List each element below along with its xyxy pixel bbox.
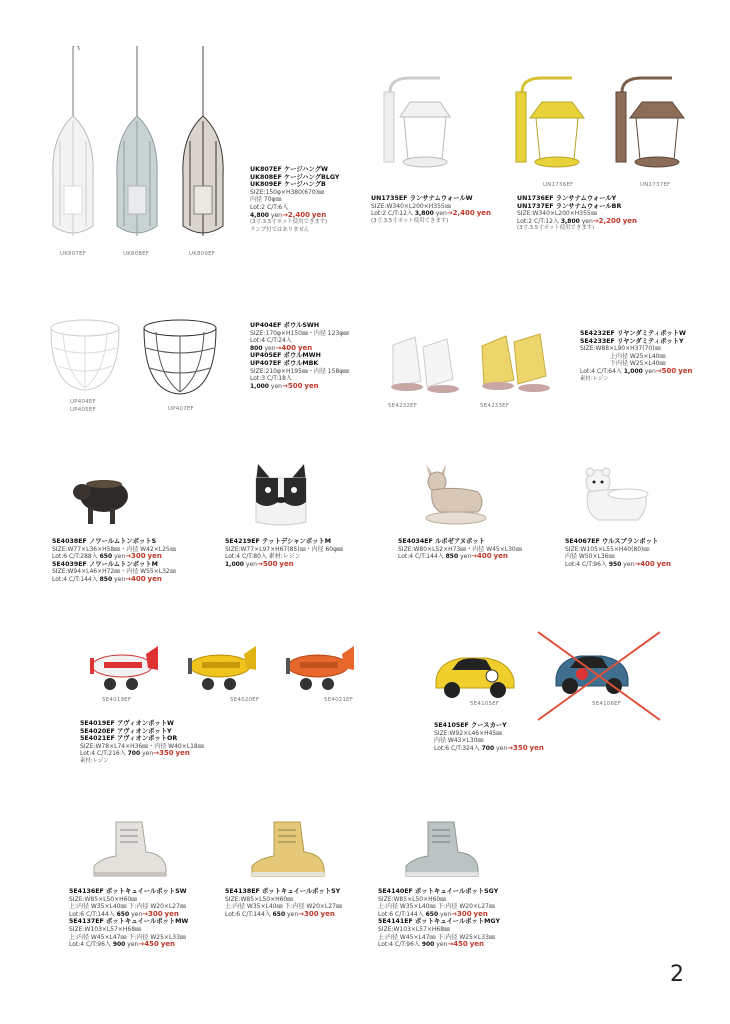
- product-size: SIZE:W77×L97×H67(85)㎜・内径 60φ㎜: [225, 545, 344, 553]
- product-name: UP407EF ボウルMBK: [250, 359, 319, 367]
- cage-info: [250, 166, 339, 234]
- product-name: 5E4219EF テットデシャンポットM: [225, 538, 331, 545]
- product-size: SIZE:W78×L74×H36㎜・内径 W40×L18㎜: [80, 742, 204, 750]
- shoe-sy-info: [225, 888, 342, 918]
- lantern-white-image: [380, 72, 465, 172]
- lantern-yellow-image: [512, 72, 597, 172]
- product-name: 5E4039EF ノワールムトンポットM: [52, 560, 158, 568]
- code-5e4021: 5E4021EF: [324, 697, 354, 703]
- product-size: SIZE:W77×L36×H58㎜・内径 W42×L25㎜: [52, 545, 176, 553]
- product-inner: 内径 70φ㎜: [250, 196, 282, 204]
- bowl-white-image: [48, 318, 123, 393]
- product-name: 5E4137EF ポットキュイールポットMW: [69, 918, 189, 926]
- product-name: UP404EF ボウルSWH: [250, 322, 320, 329]
- code-5e4019: 5E4019EF: [102, 697, 132, 703]
- deer-pot-image: [418, 460, 488, 526]
- product-name: 5E4233EF リヤンダミティポットY: [580, 337, 684, 345]
- product-size: SIZE:W88×L90×H37(70)㎜: [580, 345, 661, 353]
- product-note: (3寸.3.5寸ポット使用できます): [371, 217, 449, 224]
- product-lot: Lot:4 C/T:24入: [250, 337, 292, 345]
- dog-info: [225, 538, 343, 568]
- code-up407: UP407EF: [168, 406, 194, 412]
- code-5e4020: 5E4020EF: [230, 697, 260, 703]
- product-price: Lot:6 C/T:144入 650 yen→300 yen: [225, 909, 335, 918]
- product-inner: 内径 W43×L30㎜: [434, 737, 484, 745]
- product-inner: 上:内径 W45×L47㎜ 下:内径 W25×L33㎜: [69, 933, 186, 941]
- product-size: SIZE:W85×L50×H60㎜: [378, 895, 447, 903]
- product-material: 素材:レジン: [80, 757, 109, 764]
- code-5e4233: 5E4233EF: [480, 403, 510, 409]
- product-price: Lot:2 C/T:12入 3,800 yen→2,200 yen: [517, 216, 638, 225]
- product-price: Lot:6 C/T:324入 700 yen→350 yen: [434, 743, 544, 752]
- product-inner: 内径 W50×L36㎜: [565, 553, 615, 561]
- shoe-gray-image: [400, 818, 480, 880]
- product-size: SIZE:W103×L57×H68㎜: [378, 925, 451, 933]
- product-name: 5E4021EF アヴィオンポットOR: [80, 735, 178, 743]
- product-name: 5E4034EF ルポゼアヌポット: [398, 538, 485, 545]
- shoe-sw-info: [69, 888, 188, 949]
- code-5e4105: 5E4105EF: [470, 701, 500, 707]
- bear-info: [565, 538, 671, 568]
- lantern-y-info: [517, 195, 637, 233]
- product-price: Lot:4 C/T:96入 900 yen→450 yen: [69, 940, 176, 949]
- product-name: 5E4020EF アヴィオンポットY: [80, 727, 172, 735]
- product-name: 5E4140EF ポットキュイールポットSGY: [378, 888, 499, 895]
- product-name: 5E4138EF ポットキュイールポットSY: [225, 888, 341, 895]
- product-size: SIZE:W103×L57×H68㎜: [69, 925, 142, 933]
- product-inner: 上:内径 W35×L40㎜ 下:内径 W20×L27㎜: [225, 903, 342, 911]
- product-name: UN1736EF ランサナムウォールY: [517, 195, 617, 202]
- shoe-sgy-info: [378, 888, 500, 949]
- product-price: Lot:4 C/T:96入 950 yen→400 yen: [565, 559, 672, 568]
- product-price: 4,800 yen→2,400 yen: [250, 210, 327, 219]
- product-name: UK808EF ケージハングBLGY: [250, 173, 340, 181]
- discontinued-cross-mark: [536, 630, 662, 722]
- product-size: SIZE:W85×L50×H60㎜: [69, 895, 138, 903]
- product-price: Lot:4 C/T:64入 1,000 yen→500 yen: [580, 366, 693, 375]
- page-number: 2: [670, 962, 684, 987]
- product-size: SIZE:W94×L46×H72㎜・内径 W55×L32㎜: [52, 568, 176, 576]
- product-name: UK809EF ケージハングB: [250, 181, 326, 189]
- product-size: SIZE:W80×L52×H73㎜・内径 W45×L30㎜: [398, 545, 522, 553]
- bowl-info: [250, 322, 349, 390]
- product-inner: 上:内径 W45×L47㎜ 下:内径 W25×L33㎜: [378, 933, 495, 941]
- code-uk809: UK809EF: [189, 251, 216, 257]
- product-note: ランプ付ではありません: [250, 226, 310, 233]
- product-price: Lot:6 C/T:144入 650 yen→300 yen: [69, 909, 179, 918]
- code-5e4232: 5E4232EF: [388, 403, 418, 409]
- product-inner: 下内径 W25×L40㎜: [610, 360, 666, 368]
- product-price: 1,000 yen→500 yen: [250, 381, 319, 390]
- product-name: UN1735EF ランサナムウォールW: [371, 195, 473, 202]
- bowl-black-image: [140, 318, 220, 398]
- product-price: Lot:2 C/T:12入 3,800 yen→2,400 yen: [371, 209, 492, 218]
- product-note: (3寸.3.5寸ポット使用できます): [250, 219, 328, 226]
- shoe-white-image: [88, 818, 168, 880]
- product-size: SIZE:W105×L55×H40(80)㎜: [565, 545, 650, 553]
- product-size: SIZE:210φ×H195㎜・内径 158φ㎜: [250, 367, 350, 375]
- plane-white-image: [86, 640, 160, 696]
- product-size: SIZE:170φ×H150㎜・内径 123φ㎜: [250, 329, 350, 337]
- product-price: Lot:4 C/T:144入 850 yen→400 yen: [398, 552, 508, 561]
- product-size: SIZE:W92×L46×H45㎜: [434, 729, 503, 737]
- product-name: UN1737EF ランサナムウォールBR: [517, 202, 622, 210]
- product-inner: 上:内径 W35×L40㎜ 下:内径 W20×L27㎜: [69, 903, 186, 911]
- code-un1736: UN1736EF: [543, 182, 574, 188]
- sheep-info: [52, 538, 176, 584]
- car-yellow-image: [432, 646, 518, 702]
- code-uk807: UK807EF: [60, 251, 87, 257]
- deer-info: [398, 538, 522, 561]
- product-name: UK807EF ケージハングW: [250, 166, 328, 173]
- cage-black-image: [178, 46, 228, 246]
- product-name: 5E4232EF リヤンダミティポットW: [580, 330, 686, 337]
- boots-white-image: [385, 325, 475, 395]
- car-info: [434, 722, 544, 752]
- product-size: SIZE:W340×L200×H355㎜: [517, 210, 597, 218]
- product-name: 5E4141EF ポットキュイールポットMGY: [378, 918, 500, 926]
- product-price: Lot:6 C/T:144入 650 yen→300 yen: [378, 909, 488, 918]
- product-name: 5E4067EF ウルスブランポット: [565, 538, 659, 545]
- plane-info: [80, 720, 204, 766]
- boots-yellow-image: [476, 322, 566, 394]
- shoe-yellow-image: [246, 818, 326, 880]
- product-name: 5E4105EF クースカーY: [434, 722, 507, 729]
- sheep-pot-image: [70, 474, 132, 530]
- boots-info: [580, 330, 692, 383]
- code-5e4106: 5E4106EF: [592, 701, 622, 707]
- code-uk808: UK808EF: [123, 251, 150, 257]
- product-name: UP405EF ボウルMWH: [250, 352, 321, 360]
- product-name: 5E4038EF ノワールムトンポットS: [52, 538, 157, 545]
- product-note: (3寸.3.5寸ポット使用できます): [517, 225, 595, 232]
- product-price: 1,000 yen→500 yen: [225, 559, 294, 568]
- product-lot: Lot:3 C/T:18入: [250, 375, 292, 383]
- product-size: SIZE:150φ×H380(670)㎜: [250, 188, 325, 196]
- lantern-w-info: [371, 195, 491, 225]
- product-price: Lot:4 C/T:144入 850 yen→400 yen: [52, 574, 162, 583]
- product-price: Lot:4 C/T:96入 900 yen→450 yen: [378, 940, 485, 949]
- product-size: SIZE:W340×L200×H355㎜: [371, 202, 451, 210]
- product-lot: Lot:2 C/T:6入: [250, 203, 289, 211]
- product-material: 素材:レジン: [580, 375, 609, 382]
- product-price: Lot:6 C/T:288入 650 yen→300 yen: [52, 552, 162, 561]
- product-name: 5E4136EF ポットキュイールポットSW: [69, 888, 187, 895]
- lantern-brown-image: [612, 72, 697, 172]
- code-un1737: UN1737EF: [640, 182, 671, 188]
- product-lot: Lot:4 C/T:80入 素材:レジン: [225, 553, 301, 561]
- plane-yellow-image: [184, 640, 258, 696]
- product-size: SIZE:W85×L50×H60㎜: [225, 895, 294, 903]
- product-inner: 上:内径 W35×L40㎜ 下:内径 W20×L27㎜: [378, 903, 495, 911]
- polar-bear-pot-image: [582, 466, 654, 526]
- product-price: Lot:4 C/T:216入 700 yen→350 yen: [80, 749, 190, 758]
- code-up404-405: UP404EF UP405EF: [70, 399, 96, 413]
- product-price: 800 yen→400 yen: [250, 343, 313, 352]
- cage-white-image: [48, 46, 98, 246]
- product-name: 5E4019EF アヴィオンポットW: [80, 720, 174, 727]
- cage-bluegray-image: [112, 46, 162, 246]
- product-inner: 上内径 W25×L40㎜: [610, 352, 666, 360]
- dog-pot-image: [252, 462, 310, 526]
- plane-orange-image: [282, 640, 356, 696]
